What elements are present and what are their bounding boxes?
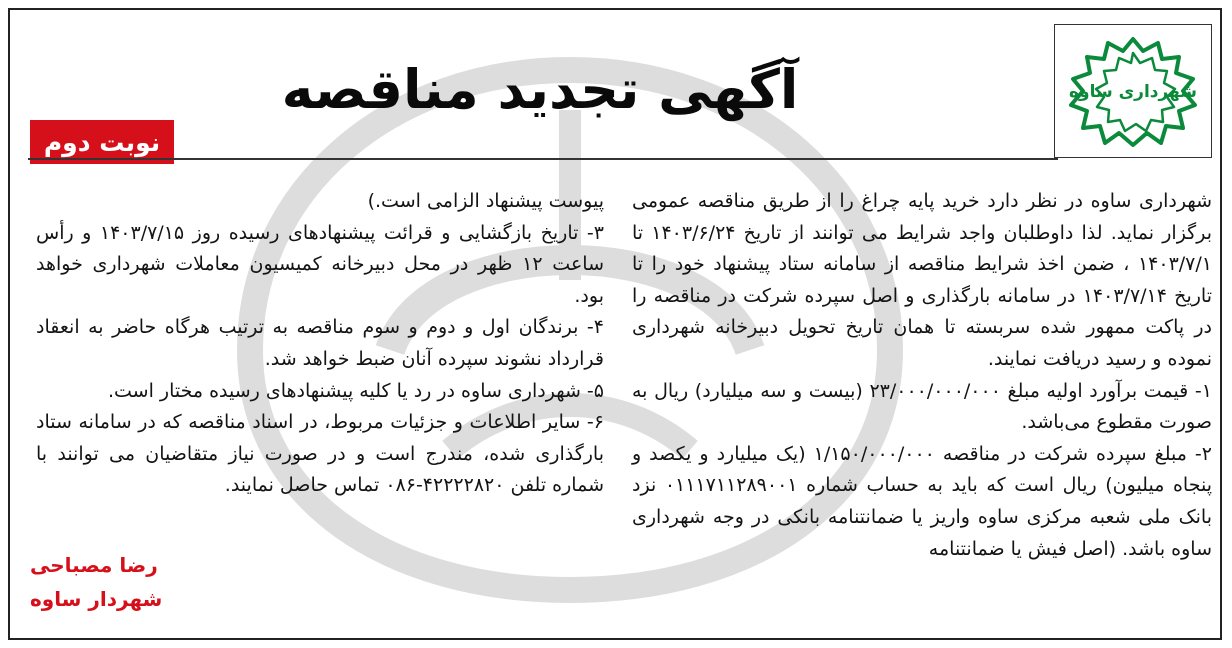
paragraph: شهرداری ساوه در نظر دارد خرید پایه چراغ را از طریق مناقصه عمومی برگزار نماید. لذا داوطلبان واجد شرایط می توانند از تاریخ ۱۴۰۳/۶/۲۴ تا ۱۴۰۳/۷/۱ ، ضمن اخذ شرایط مناقصه از سامانه ستاد پیشنهاد خود را تا تاریخ ۱۴۰۳/۷/۱۴ در سامانه بارگذاری و اصل سپرده شرکت در مناقصه را در پاکت ممهور شده سربسته تا همان تاریخ تحویل دبیرخانه شهرداری نموده و رسید دریافت نمایند. bbox=[632, 190, 1212, 370]
municipality-logo bbox=[1054, 24, 1212, 158]
body-column-left bbox=[36, 186, 604, 502]
paragraph: ۵- شهرداری ساوه در رد یا کلیه پیشنهادهای رسیده مختار است. bbox=[107, 379, 604, 402]
header-divider bbox=[28, 158, 1058, 160]
notice-title: آگهی تجدید مناقصه bbox=[281, 58, 799, 121]
paragraph: پیوست پیشنهاد الزامی است.) bbox=[367, 190, 604, 212]
paragraph: ۴- برندگان اول و دوم و سوم مناقصه به ترتیب هرگاه حاضر به انعقاد قرارداد نشوند سپرده آنان ضبط خواهد شد. bbox=[36, 316, 604, 370]
signatory-name: رضا مصباحی bbox=[30, 553, 158, 577]
municipality-emblem-icon bbox=[1063, 33, 1203, 149]
signatory-position: شهردار ساوه bbox=[30, 587, 163, 611]
paragraph: ۲- مبلغ سپرده شرکت در مناقصه ۱/۱۵۰/۰۰۰/۰۰۰ (یک میلیارد و یکصد و پنجاه میلیون) ریال است که باید به حساب شماره ۰۱۱۱۷۱۱۲۸۹۰۰۱ نزد بانک ملی شعبه مرکزی ساوه واریز یا ضمانتنامه بانکی در وجه شهرداری ساوه باشد. (اصل فیش یا ضمانتنامه bbox=[632, 442, 1212, 560]
paragraph: ۱- قیمت برآورد اولیه مبلغ ۲۳/۰۰۰/۰۰۰/۰۰۰ (بیست و سه میلیارد) ریال به صورت مقطوع می‌باشد. bbox=[632, 379, 1212, 434]
logo-text: شهرداری ساوه bbox=[1068, 82, 1198, 102]
round-badge: نوبت دوم bbox=[30, 120, 174, 164]
signature-block bbox=[30, 548, 162, 616]
body-column-right bbox=[632, 186, 1212, 565]
notice-page bbox=[8, 8, 1222, 640]
paragraph: ۶- سایر اطلاعات و جزئیات مربوط، در اسناد مناقصه که در سامانه ستاد بارگذاری شده، مندرج است و در صورت نیاز متقاضیان می توانند با شماره تلفن ۴۲۲۲۲۸۲۰-۰۸۶ تماس حاصل نمایند. bbox=[36, 411, 604, 497]
paragraph: ۳- تاریخ بازگشایی و قرائت پیشنهادهای رسیده روز ۱۴۰۳/۷/۱۵ و رأس ساعت ۱۲ ظهر در محل دبیرخانه کمیسیون معاملات شهرداری خواهد بود. bbox=[36, 221, 604, 307]
